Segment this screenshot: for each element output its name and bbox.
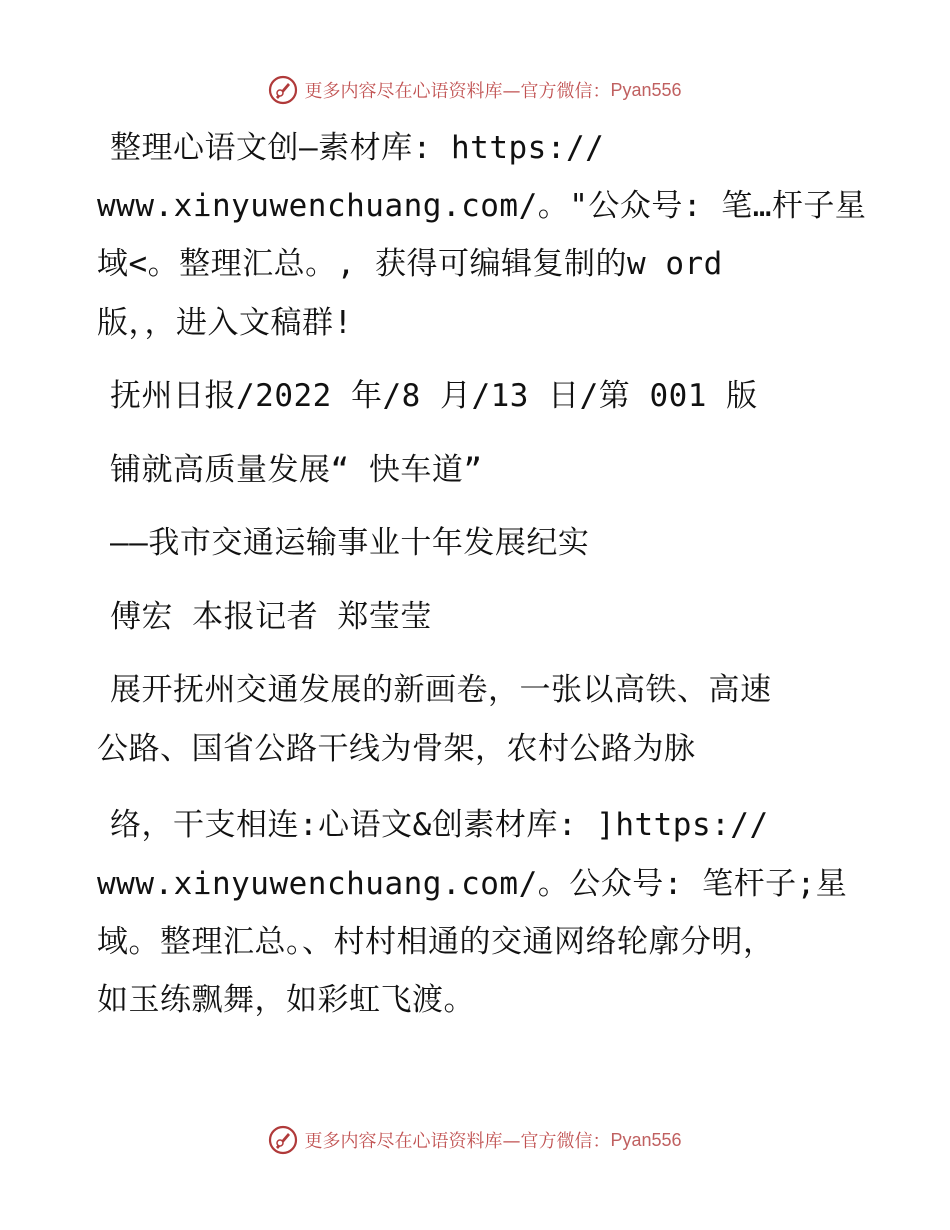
- body-line-14: 如玉练飘舞，如彩虹飞渡。: [97, 982, 475, 1018]
- quill-logo-icon: [268, 75, 298, 105]
- body-line-4: 版，，进入文稿群!: [97, 305, 353, 341]
- body-line-12: www.xinyuwenchuang.com/。公众号: 笔杆子;星: [97, 866, 848, 902]
- article-byline: 傅宏 本报记者 郑莹莹: [110, 599, 432, 635]
- article-title: 铺就高质量发展“ 快车道”: [110, 452, 483, 488]
- banner-text: 更多内容尽在心语资料库—官方微信：: [304, 1131, 611, 1152]
- body-line-2: www.xinyuwenchuang.com/。"公众号: 笔…杆子星: [97, 188, 867, 224]
- banner-text: 更多内容尽在心语资料库—官方微信：: [304, 81, 611, 102]
- footer-banner: [0, 1120, 950, 1160]
- newspaper-source: 抚州日报/2022 年/8 月/13 日/第 001 版: [110, 378, 758, 414]
- body-line-10: 公路、国省公路干线为骨架，农村公路为脉: [97, 731, 696, 767]
- wechat-id: Pyan556: [610, 79, 682, 100]
- body-line-13: 域。整理汇总。、村村相通的交通网络轮廓分明，: [97, 924, 775, 960]
- wechat-id: Pyan556: [610, 1129, 682, 1150]
- article-subtitle: ——我市交通运输事业十年发展纪实: [110, 525, 590, 561]
- header-banner: [0, 70, 950, 110]
- body-line-9: 展开抚州交通发展的新画卷，一张以高铁、高速: [110, 672, 772, 708]
- body-line-11: 络，干支相连:心语文&创素材库: ]https://: [110, 807, 769, 843]
- body-line-3: 域<。整理汇总。, 获得可编辑复制的w ord: [97, 246, 723, 282]
- quill-logo-icon: [268, 1125, 298, 1155]
- body-line-1: 整理心语文创—素材库: https://: [110, 130, 605, 166]
